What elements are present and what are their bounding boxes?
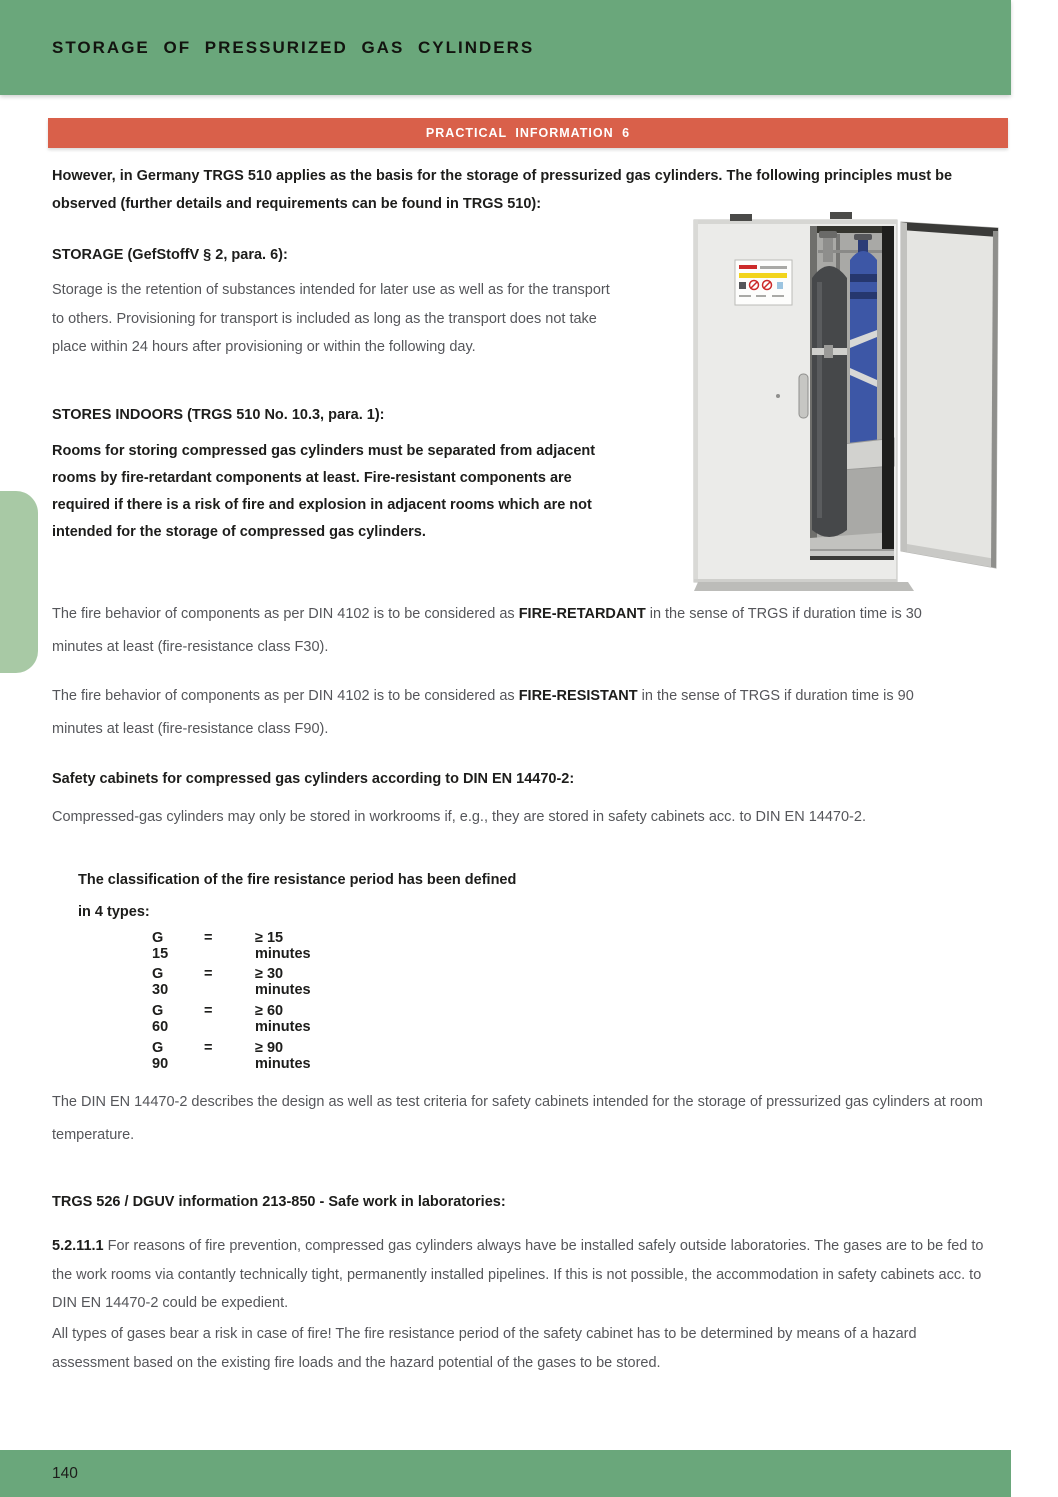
equals-sign: =: [204, 966, 213, 982]
trgs526-heading: TRGS 526 / DGUV information 213-850 - Safe work in laboratories:: [52, 1194, 506, 1210]
cabinet-open-door: [901, 222, 998, 568]
fire-resistant-text-after: in the sense of TRGS if duration time is 90 minutes at least (fire-resistance class F90).: [52, 688, 914, 737]
trgs526-paragraph-1-text: For reasons of fire prevention, compressed gas cylinders always have be installed safely outside laboratories. The gases are to be fed to the work rooms via contantly technically tight, permanently installed pipelines. If this is not possible, the accommodation in safety cabinets acc. to DIN EN 14470-2 could be expedient.: [52, 1238, 984, 1311]
classification-value: ≥ 15 minutes: [255, 930, 311, 962]
trgs526-paragraph-1: [52, 1232, 997, 1318]
safety-cabinet-illustration: [690, 198, 1010, 598]
classification-type: G 15: [152, 930, 169, 962]
equals-sign: =: [204, 930, 213, 946]
fire-resistant-term: FIRE-RESISTANT: [518, 688, 638, 704]
stores-indoors-body: Rooms for storing compressed gas cylinders must be separated from adjacent rooms by fire-retardant components at least. Fire-resistant components are required if there is a risk of fire and explosion in adjacent rooms which are not intended for the storage of compressed gas cylinders.: [52, 443, 596, 540]
practical-info-label: PRACTICAL INFORMATION 6: [425, 126, 631, 140]
equals-sign: =: [204, 1003, 213, 1019]
safety-cabinets-body: Compressed-gas cylinders may only be stored in workrooms if, e.g., they are stored in safety cabinets acc. to DIN EN 14470-2.: [52, 809, 866, 825]
cabinet-threshold: [810, 549, 894, 560]
header-banner: [0, 0, 1011, 95]
door-frame: [882, 226, 894, 558]
chapter-side-tab: [0, 491, 38, 673]
fire-retardant-paragraph: [52, 598, 957, 664]
classification-value: ≥ 30 minutes: [255, 966, 311, 998]
fire-retardant-text-after: in the sense of TRGS if duration time is 30 minutes at least (fire-resistance class F30).: [52, 606, 922, 655]
page-title: STORAGE OF PRESSURIZED GAS CYLINDERS: [52, 37, 535, 57]
gas-cylinder-dark: [812, 231, 847, 537]
fire-resistant-paragraph: [52, 680, 957, 746]
fire-resistant-text-before: The fire behavior of components as per DIN 4102 is to be considered as: [52, 688, 519, 704]
equals-sign: =: [204, 1040, 213, 1056]
page-number: 140: [52, 1464, 78, 1482]
footer-bar: [0, 1450, 1011, 1497]
classification-value: ≥ 60 minutes: [255, 1003, 311, 1035]
classification-heading-line1: The classification of the fire resistance period has been defined: [78, 872, 517, 888]
classification-type: G 90: [152, 1040, 169, 1072]
practical-info-banner: [48, 118, 1008, 148]
warning-label-sticker: [735, 260, 792, 305]
gas-cylinder-blue: [850, 234, 877, 448]
intro-paragraph: However, in Germany TRGS 510 applies as the basis for the storage of pressurized gas cylinders. The following principles must be observed (further details and requirements can be found in TRGS 510):: [52, 168, 953, 212]
classification-type: G 30: [152, 966, 169, 998]
stores-indoors-heading: STORES INDOORS (TRGS 510 No. 10.3, para. 1):: [52, 407, 385, 423]
safety-cabinets-heading: Safety cabinets for compressed gas cylinders according to DIN EN 14470-2:: [52, 771, 575, 787]
storage-body: Storage is the retention of substances intended for later use as well as for the transport to others. Provisioning for transport is included as long as the transport does not take place within 24 hours after provisioning or within the following day.: [52, 282, 610, 355]
storage-heading: STORAGE (GefStoffV § 2, para. 6):: [52, 247, 288, 263]
din-description-paragraph: The DIN EN 14470-2 describes the design as well as test criteria for safety cabinets intended for the storage of pressurized gas cylinders at room temperature.: [52, 1094, 983, 1143]
classification-type: G 60: [152, 1003, 169, 1035]
safety-cabinet-photo: [690, 198, 1010, 598]
classification-heading: [78, 864, 516, 928]
fire-retardant-text-before: The fire behavior of components as per DIN 4102 is to be considered as: [52, 606, 519, 622]
trgs526-clause-number: 5.2.11.1: [52, 1238, 104, 1254]
classification-heading-line2: in 4 types:: [78, 904, 150, 920]
classification-value: ≥ 90 minutes: [255, 1040, 311, 1072]
trgs526-paragraph-2: All types of gases bear a risk in case of fire! The fire resistance period of the safety cabinet has to be determined by means of a hazard assessment based on the existing fire loads and the hazard potential of the gases to be stored.: [52, 1326, 917, 1371]
fire-retardant-term: FIRE-RETARDANT: [518, 606, 646, 622]
